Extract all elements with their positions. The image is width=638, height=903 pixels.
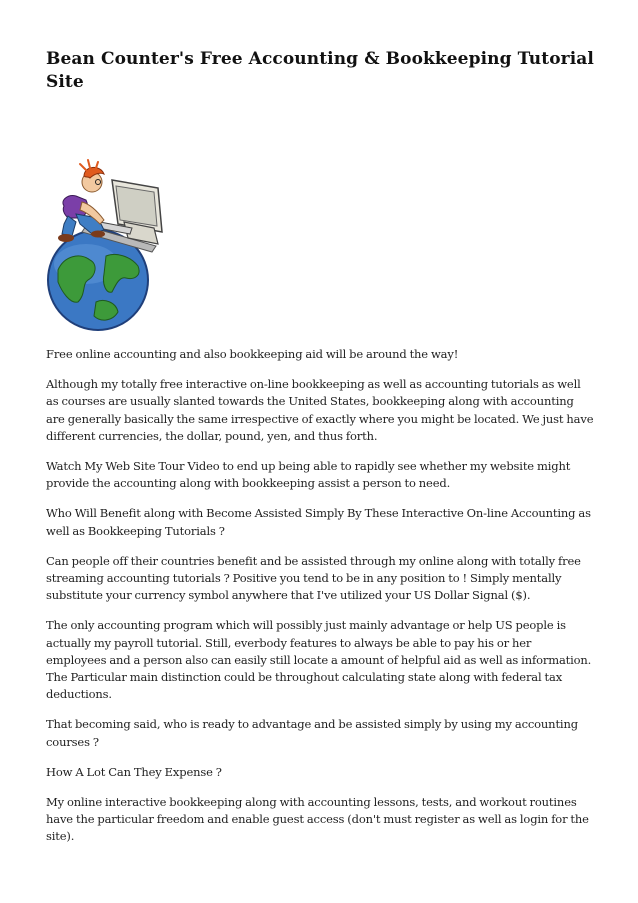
paragraph: Who Will Benefit along with Become Assisted Simply By These Interactive On-line Accounting as well as Bookkeeping Tutorials ?: [46, 506, 591, 538]
paragraph: How A Lot Can They Expense ?: [46, 764, 222, 779]
paragraph: Can people off their countries benefit and be assisted through my online along with totally free streaming accounting tutorials ? Positive you tend to be in any position to ! Simply mentally substitute your currency symbol anywhere that I've utilized your US Dollar Signal ($).: [46, 553, 581, 603]
article-body: [46, 346, 594, 846]
page-title: Bean Counter's Free Accounting & Bookkeeping Tutorial Site: [46, 49, 594, 92]
document-page: [46, 48, 594, 859]
person-at-computer-on-globe-icon: [46, 152, 176, 332]
paragraph: Free online accounting and also bookkeeping aid will be around the way!: [46, 347, 459, 361]
paragraph: The only accounting program which will possibly just mainly advantage or help US people is actually my payroll tutorial. Still, everbody features to always be able to pay his or her employees and a person also can easily still locate a amount of helpful aid as well as information. The Particular main distinction could be throughout calculating state along with federal tax deductions.: [46, 618, 592, 702]
paragraph: My online interactive bookkeeping along with accounting lessons, tests, and workout routines have the particular freedom and enable guest access (don't must register as well as login for the site).: [46, 795, 589, 844]
paragraph: Although my totally free interactive on-line bookkeeping as well as accounting tutorials as well as courses are usually slanted towards the United States, bookkeeping along with accounting are generally basically the same irrespective of exactly where you might be located. We just have different currencies, the dollar, pound, yen, and thus forth.: [46, 377, 594, 443]
paragraph: That becoming said, who is ready to advantage and be assisted simply by using my accounting courses ?: [46, 717, 578, 749]
paragraph: Watch My Web Site Tour Video to end up being able to rapidly see whether my website might provide the accounting along with bookkeeping assist a person to need.: [46, 459, 571, 491]
